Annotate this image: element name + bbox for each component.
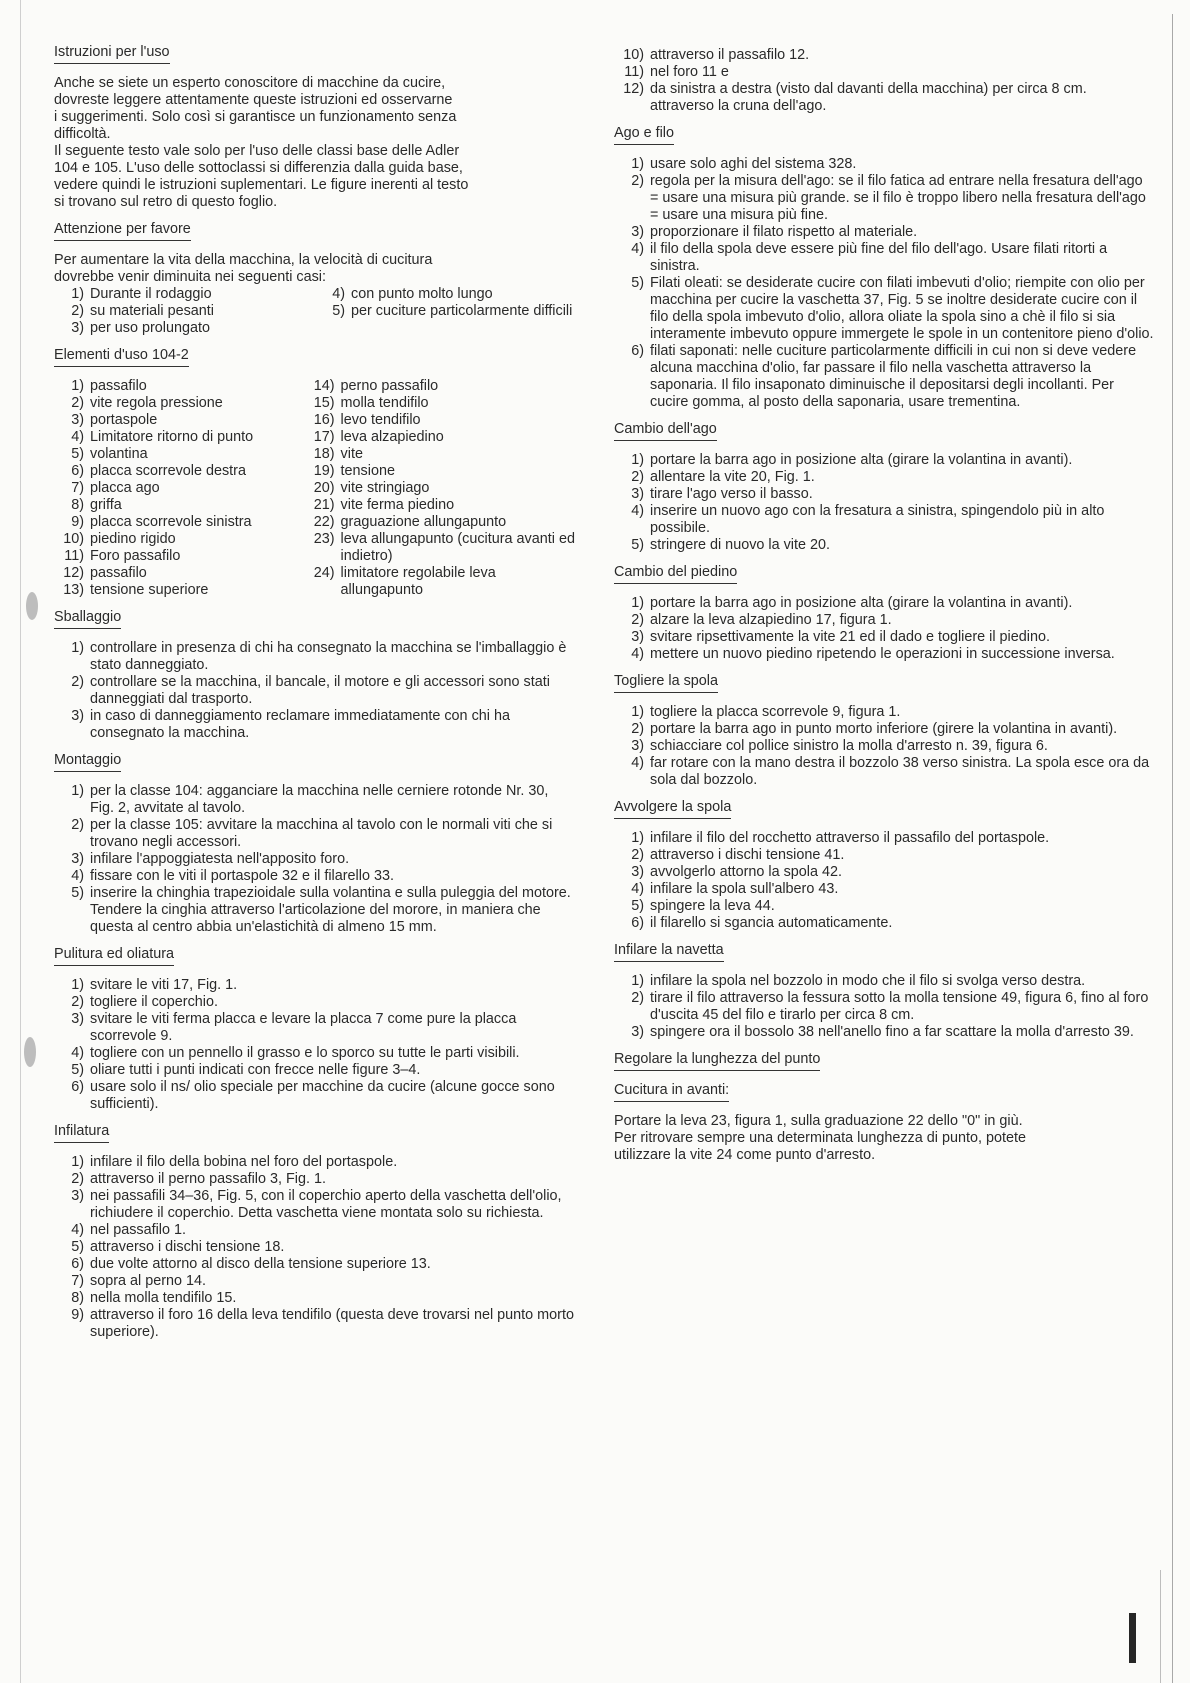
list-item: 2) per la classe 105: avvitare la macchina al tavolo con le normali viti che si trovano negli accessori. <box>71 817 553 850</box>
list-item: 12) passafilo <box>63 565 147 581</box>
list-item: 1) infilare il filo del rocchetto attraverso il passafilo del portaspole. <box>631 830 1050 846</box>
list-item: 3) avvolgerlo attorno la spola 42. <box>631 864 842 880</box>
list-item: 19) tensione <box>313 463 395 479</box>
list-item: 2) attraverso il perno passafilo 3, Fig. 1. <box>71 1171 326 1187</box>
list-item: 10) attraverso il passafilo 12. <box>623 47 810 63</box>
section-heading-istruzioni: Istruzioni per l'uso <box>54 44 170 64</box>
text-line: utilizzare la vite 24 come punto d'arresto. <box>614 1147 876 1163</box>
list-item: 24) limitatore regolabile leva allungapunto <box>313 565 496 598</box>
istruzioni-text <box>54 75 576 211</box>
list-item: 3) spingere ora il bossolo 38 nell'anello fino a far scattare la molla d'arresto 39. <box>631 1024 1134 1040</box>
text-line: dovreste leggere attentamente queste istruzioni ed osservarne <box>54 92 453 108</box>
list-item: 3) portaspole <box>71 412 158 428</box>
list-item: 2) alzare la leva alzapiedino 17, figura 1. <box>631 612 892 628</box>
togliere-list <box>614 704 1154 789</box>
list-item: 1) togliere la placca scorrevole 9, figura 1. <box>631 704 901 720</box>
list-item: 3) proporzionare il filato rispetto al materiale. <box>631 224 918 240</box>
list-item: 3) nei passafili 34–36, Fig. 5, con il coperchio aperto della vaschetta dell'olio, richiudere il coperchio. Detta vaschetta viene montata solo su richiesta. <box>71 1188 562 1221</box>
attenzione-text <box>54 252 576 337</box>
text-line: Il seguente testo vale solo per l'uso delle classi base delle Adler <box>54 143 460 159</box>
text-line: Anche se siete un esperto conoscitore di macchine da cucire, <box>54 75 446 91</box>
list-item: 17) leva alzapiedino <box>313 429 444 445</box>
list-item: 4) togliere con un pennello il grasso e lo sporco su tutte le parti visibili. <box>71 1045 520 1061</box>
list-item: 11) Foro passafilo <box>64 548 181 564</box>
list-item: 8) griffa <box>71 497 122 513</box>
list-item: 3) infilare l'appoggiatesta nell'apposito foro. <box>71 851 350 867</box>
section-heading-cambio-ago: Cambio dell'ago <box>614 421 717 441</box>
list-item: 5) oliare tutti i punti indicati con frecce nelle figure 3–4. <box>71 1062 421 1078</box>
pulitura-list <box>54 977 576 1113</box>
section-heading-ago: Ago e filo <box>614 125 674 145</box>
sballaggio-list <box>54 640 576 742</box>
list-item: 3) in caso di danneggiamento reclamare immediatamente con chi ha consegnato la macchina. <box>71 708 510 741</box>
list-item: 12) da sinistra a destra (visto dal davanti della macchina) per circa 8 cm. attraverso la cruna dell'ago. <box>623 81 1087 114</box>
list-item: 5) per cuciture particolarmente difficili <box>332 303 573 319</box>
list-item: 15) molla tendifilo <box>313 395 429 411</box>
punch-hole-mark <box>24 1037 36 1067</box>
list-item: 4) inserire un nuovo ago con la fresatura a sinistra, spingendolo più in alto possibile. <box>631 503 1105 536</box>
text-line: i suggerimenti. Solo così si garantisce un funzionamento senza <box>54 109 457 125</box>
page-edge-right <box>1172 14 1173 1683</box>
ago-list <box>614 156 1154 411</box>
section-heading-togliere: Togliere la spola <box>614 673 718 693</box>
text-line: Portare la leva 23, figura 1, sulla graduazione 22 dello "0" in giù. <box>614 1113 1023 1129</box>
list-item: 2) controllare se la macchina, il bancale, il motore e gli accessori sono stati danneggiati dal trasporto. <box>71 674 550 707</box>
list-item: 6) filati saponati: nelle cuciture particolarmente difficili in cui non si deve vedere alcuna macchina d'olio, far passare il filo nella vaschetta attraverso la saponaria. Il filo insaponato diminuische il depositarsi degli incollanti. Per cucire gomma, al posto della saponaria, usare trementina. <box>631 343 1137 410</box>
section-heading-regolare: Regolare la lunghezza del punto <box>614 1051 820 1071</box>
list-item: 20) vite stringiago <box>313 480 430 496</box>
list-item: 14) perno passafilo <box>313 378 439 394</box>
text-line: 104 e 105. L'uso delle sottoclassi si differenzia dalla guida base, <box>54 160 463 176</box>
list-item: 4) fissare con le viti il portaspole 32 e il filarello 33. <box>71 868 394 884</box>
list-item: 2) allentare la vite 20, Fig. 1. <box>631 469 815 485</box>
elementi-list <box>54 378 576 599</box>
list-item: 5) inserire la chinghia trapezioidale sulla volantina e sulla puleggia del motore. Tendere la cinghia attraverso l'articolazione del morore, in maniera che questa al centro abbia un'elastichità di almeno 15 mm. <box>71 885 571 935</box>
list-item: 23) leva allungapunto (cucitura avanti ed indietro) <box>313 531 575 564</box>
list-item: 3) per uso prolungato <box>71 320 211 336</box>
avvolgere-list <box>614 830 1154 932</box>
list-item: 21) vite ferma piedino <box>313 497 455 513</box>
list-item: 1) controllare in presenza di chi ha consegnato la macchina se l'imballaggio è stato danneggiato. <box>71 640 567 673</box>
list-item: 3) svitare ripsettivamente la vite 21 ed il dado e togliere il piedino. <box>631 629 1050 645</box>
list-item: 22) graguazione allungapunto <box>313 514 507 530</box>
list-item: 13) tensione superiore <box>63 582 209 598</box>
list-item: 2) portare la barra ago in punto morto inferiore (girere la volantina in avanti). <box>631 721 1118 737</box>
list-item: 5) volantina <box>71 446 148 462</box>
navetta-list <box>614 973 1154 1041</box>
left-column <box>54 44 576 1341</box>
list-item: 2) togliere il coperchio. <box>71 994 218 1010</box>
cambio-ago-list <box>614 452 1154 554</box>
list-item: 1) svitare le viti 17, Fig. 1. <box>71 977 238 993</box>
cambio-piedino-list <box>614 595 1154 663</box>
section-heading-sballaggio: Sballaggio <box>54 609 121 629</box>
list-item: 7) sopra al perno 14. <box>71 1273 207 1289</box>
list-item: 4) infilare la spola sull'albero 43. <box>631 881 839 897</box>
list-item: 6) usare solo il ns/ olio speciale per macchine da cucire (alcune gocce sono sufficienti). <box>71 1079 555 1112</box>
section-heading-montaggio: Montaggio <box>54 752 121 772</box>
page-edge-left <box>20 0 21 1683</box>
list-item: 2) attraverso i dischi tensione 41. <box>631 847 845 863</box>
list-item: 5) stringere di nuovo la vite 20. <box>631 537 830 553</box>
list-item: 6) due volte attorno al disco della tensione superiore 13. <box>71 1256 431 1272</box>
section-heading-attenzione: Attenzione per favore <box>54 221 191 241</box>
list-item: 4) far rotare con la mano destra il bozzolo 38 verso sinistra. La spola esce ora da sola dal bozzolo. <box>631 755 1150 788</box>
list-item: 4) mettere un nuovo piedino ripetendo le operazioni in successione inversa. <box>631 646 1115 662</box>
montaggio-list <box>54 783 576 936</box>
section-heading-cambio-piedino: Cambio del piedino <box>614 564 737 584</box>
list-item: 2) vite regola pressione <box>71 395 223 411</box>
text-line: Per aumentare la vita della macchina, la velocità di cucitura <box>54 252 433 268</box>
list-item: 1) portare la barra ago in posizione alta (girare la volantina in avanti). <box>631 452 1073 468</box>
scan-mark-bar <box>1129 1613 1136 1663</box>
list-item: 10) piedino rigido <box>63 531 176 547</box>
infilatura-list <box>54 1154 576 1341</box>
list-item: 2) regola per la misura dell'ago: se il filo fatica ad entrare nella fresatura dell'ago = usare una misura più grande. se il filo è troppo libero nella fresatura dell'ago = usare una misura più fine. <box>631 173 1146 223</box>
list-item: 5) spingere la leva 44. <box>631 898 775 914</box>
list-item: 18) vite <box>313 446 363 462</box>
section-heading-avvolgere: Avvolgere la spola <box>614 799 731 819</box>
list-item: 1) per la classe 104: agganciare la macchina nelle cerniere rotonde Nr. 30, Fig. 2, avvitate al tavolo. <box>71 783 549 816</box>
section-heading-cucitura: Cucitura in avanti: <box>614 1082 729 1102</box>
list-item: 9) attraverso il foro 16 della leva tendifilo (questa deve trovarsi nel punto morto superiore). <box>71 1307 574 1340</box>
text-line: difficoltà. <box>54 126 111 142</box>
list-item: 1) usare solo aghi del sistema 328. <box>631 156 857 172</box>
list-item: 1) infilare la spola nel bozzolo in modo che il filo si svolga verso destra. <box>631 973 1086 989</box>
list-item: 2) tirare il filo attraverso la fessura sotto la molla tensione 49, figura 6, fino al foro d'uscita 45 del filo e tirarlo per circa 8 cm. <box>631 990 1149 1023</box>
list-item: 1) Durante il rodaggio <box>71 286 212 302</box>
list-item: 4) il filo della spola deve essere più fine del filo dell'ago. Usare filati ritorti a sinistra. <box>631 241 1108 274</box>
right-column <box>614 47 1154 1164</box>
list-item: 4) Limitatore ritorno di punto <box>71 429 254 445</box>
infilatura-continued-list <box>614 47 1154 115</box>
list-item: 1) portare la barra ago in posizione alta (girare la volantina in avanti). <box>631 595 1073 611</box>
list-item: 4) con punto molto lungo <box>332 286 493 302</box>
page-edge-right-lower <box>1160 1570 1161 1683</box>
list-item: 6) il filarello si sgancia automaticamente. <box>631 915 893 931</box>
punch-hole-mark <box>26 592 38 620</box>
section-heading-elementi: Elementi d'uso 104-2 <box>54 347 189 367</box>
list-item: 3) svitare le viti ferma placca e levare la placca 7 come pure la placca scorrevole 9. <box>71 1011 517 1044</box>
list-item: 9) placca scorrevole sinistra <box>71 514 252 530</box>
list-item: 5) Filati oleati: se desiderate cucire con filati imbevuti d'olio; riempite con olio per macchina per cucire la vaschetta 37, Fig. 5 se inoltre desiderate cucire con il filo della spola imbevuto d'olio, allora oliate la spola sino a chè il filo si sia interamente imbevuto oppure immergete le spole in un contenitore pieno d'olio. <box>631 275 1154 342</box>
section-heading-pulitura: Pulitura ed oliatura <box>54 946 174 966</box>
list-item: 16) levo tendifilo <box>313 412 421 428</box>
list-item: 3) tirare l'ago verso il basso. <box>631 486 813 502</box>
list-item: 3) schiacciare col pollice sinistro la molla d'arresto n. 39, figura 6. <box>631 738 1048 754</box>
list-item: 11) nel foro 11 e <box>624 64 729 80</box>
list-item: 6) placca scorrevole destra <box>71 463 246 479</box>
list-item: 2) su materiali pesanti <box>71 303 214 319</box>
text-line: si trovano sul retro di questo foglio. <box>54 194 278 210</box>
list-item: 4) nel passafilo 1. <box>71 1222 186 1238</box>
list-item: 1) infilare il filo della bobina nel foro del portaspole. <box>71 1154 398 1170</box>
list-item: 8) nella molla tendifilo 15. <box>71 1290 237 1306</box>
text-line: dovrebbe venir diminuita nei seguenti casi: <box>54 269 326 285</box>
cucitura-text <box>614 1113 1154 1164</box>
section-heading-navetta: Infilare la navetta <box>614 942 724 962</box>
text-line: Per ritrovare sempre una determinata lunghezza di punto, potete <box>614 1130 1026 1146</box>
list-item: 1) passafilo <box>71 378 147 394</box>
text-line: vedere quindi le istruzioni suplementari. Le figure inerenti al testo <box>54 177 469 193</box>
section-heading-infilatura: Infilatura <box>54 1123 109 1143</box>
list-item: 7) placca ago <box>71 480 160 496</box>
list-item: 5) attraverso i dischi tensione 18. <box>71 1239 285 1255</box>
